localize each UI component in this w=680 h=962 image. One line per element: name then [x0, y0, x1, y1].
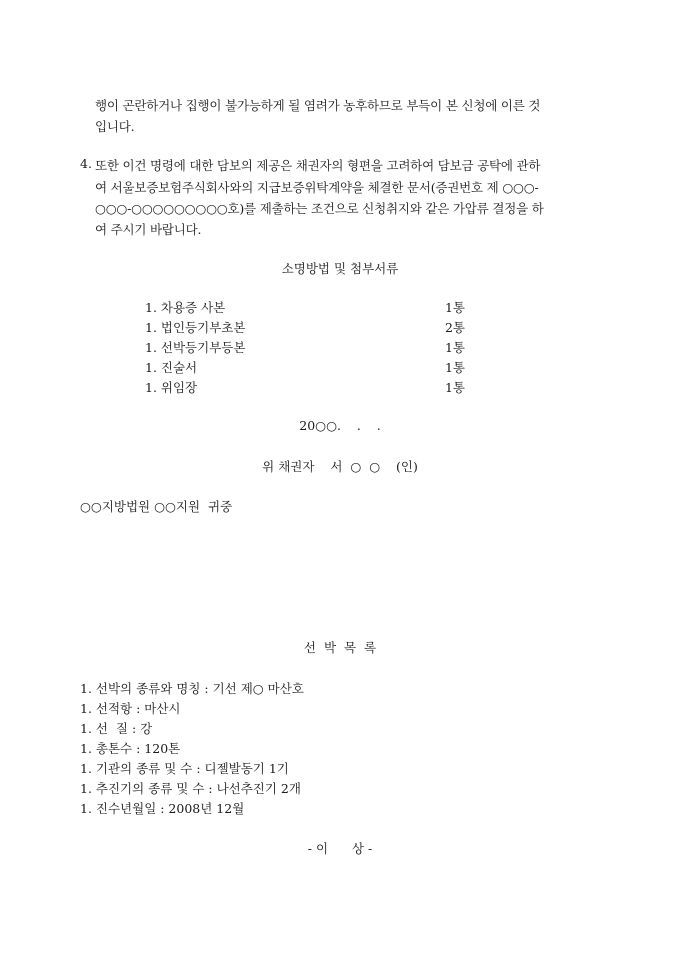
- attachments-heading: 소명방법 및 첨부서류: [281, 261, 399, 276]
- ship-list-item: 1. 추진기의 종류 및 수 : 나선추진기 2개: [80, 781, 301, 796]
- attachment-row: [145, 298, 465, 316]
- attachment-row: [145, 358, 465, 376]
- attachment-count: 1통: [444, 340, 465, 355]
- ship-list-item: 1. 총톤수 : 120톤: [80, 741, 181, 756]
- ship-list-item: 1. 진수년월일 : 2008년 12월: [80, 801, 245, 816]
- ship-list-heading: 선 박 목 록: [303, 640, 377, 655]
- item-4-line-3: ○○○-○○○○○○○○○호)를 제출하는 조건으로 신청취지와 같은 가압류 결정을 하: [95, 201, 544, 216]
- attachment-count: 1통: [444, 360, 465, 375]
- intro-line-2: 입니다.: [95, 119, 135, 134]
- attachment-row: [145, 318, 465, 336]
- item-4-line-2: 여 서울보증보험주식회사와의 지급보증위탁계약을 체결한 문서(증권번호 제 ○○○-: [95, 180, 539, 195]
- attachment-row: [145, 378, 465, 396]
- item-4-line-4: 여 주시기 바랍니다.: [95, 222, 202, 237]
- attachment-count: 1통: [444, 300, 465, 315]
- attachment-count: 2통: [444, 320, 465, 335]
- attachment-count: 1통: [444, 380, 465, 395]
- item-4-number: 4.: [80, 156, 92, 171]
- ship-list-item: 1. 선 질 : 강: [80, 721, 153, 736]
- attachment-name: 1. 위임장: [145, 380, 198, 395]
- item-4-line-1: 또한 이건 명령에 대한 담보의 제공은 채권자의 형편을 고려하여 담보금 공탁에 관하: [95, 158, 541, 173]
- court-addressee: ○○지방법원 ○○지원 귀중: [80, 499, 233, 514]
- attachment-name: 1. 법인등기부초본: [145, 320, 246, 335]
- attachment-row: [145, 338, 465, 356]
- ship-list-item: 1. 선박의 종류와 명칭 : 기선 제○ 마산호: [80, 681, 304, 696]
- ship-list-item: 1. 선적항 : 마산시: [80, 701, 181, 716]
- attachment-name: 1. 선박등기부등본: [145, 340, 246, 355]
- ship-list-item: 1. 기관의 종류 및 수 : 디젤발동기 1기: [80, 761, 289, 776]
- intro-line-1: 행이 곤란하거나 집행이 불가능하게 될 염려가 농후하므로 부득이 본 신청에 이른 것: [95, 98, 541, 113]
- attachment-name: 1. 차용증 사본: [145, 300, 226, 315]
- attachment-name: 1. 진술서: [145, 360, 198, 375]
- end-mark: - 이 상 -: [307, 841, 373, 856]
- creditor-signature: 위 채권자 서 ○ ○ (인): [262, 459, 418, 474]
- document-date: 20○○. . .: [299, 418, 381, 433]
